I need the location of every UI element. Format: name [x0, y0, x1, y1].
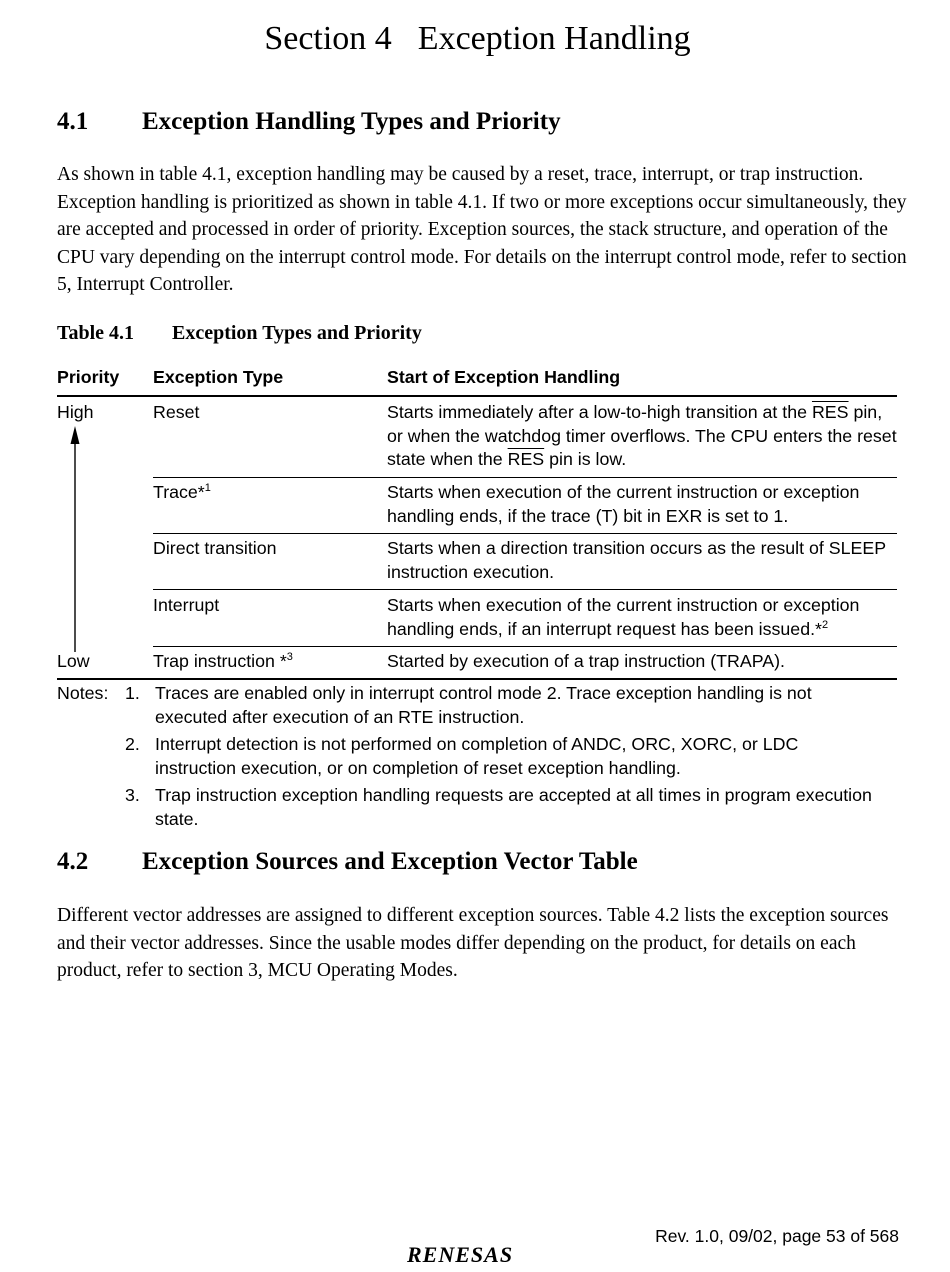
- interrupt-desc-text: Starts when execution of the current instruction or exception handling ends, if an interrupt request has been issued.: [387, 595, 860, 639]
- note-ref-2: 2: [821, 618, 829, 631]
- row-trace-description: Starts when execution of the current instruction or exception handling ends, if the trace (T) bit in EXR is set to 1.: [387, 482, 860, 526]
- trace-type-text: Trace: [153, 482, 198, 502]
- reset-desc-part-a: Starts immediately after a low-to-high transition at the: [387, 402, 812, 422]
- row-reset-type: Reset: [153, 402, 200, 422]
- note-mark: *: [279, 651, 287, 671]
- paragraph-4-2: Different vector addresses are assigned to different exception sources. Table 4.2 lists the exception sources and their vector addresses. Since the usable modes differ depending on the product, for details on each product, refer to section 3, MCU Operating Modes.: [57, 905, 889, 982]
- note-text: Trap instruction exception handling requests are accepted at all times in program execution state.: [155, 785, 872, 829]
- note-number: 3.: [125, 785, 140, 805]
- svg-text:RENESAS: RENESAS: [407, 1243, 514, 1267]
- heading-title: Exception Sources and Exception Vector Table: [142, 848, 638, 875]
- trap-type-text: Trap instruction: [153, 651, 280, 671]
- note-text: Interrupt detection is not performed on completion of ANDC, ORC, XORC, or LDC instruction execution, or on completion of reset exception handling.: [155, 734, 799, 778]
- note-item: [57, 682, 812, 727]
- row-direct-transition-type: Direct transition: [153, 538, 277, 558]
- priority-arrow-icon: [67, 426, 83, 652]
- row-divider: [153, 646, 897, 647]
- heading-number: 4.2: [57, 848, 89, 875]
- note-mark: *: [197, 482, 205, 502]
- priority-high-label: High: [57, 402, 94, 422]
- note-number: 1.: [125, 683, 140, 703]
- paragraph-4-1: As shown in table 4.1, exception handling may be caused by a reset, trace, interrupt, or trap instruction. Exception handling is prioritized as shown in table 4.1. If two or more exceptions occur simultaneously, they are accepted and processed in order of priority. Exception sources, the stack structure, and operation of the CPU vary depending on the interrupt control mode. For details on the interrupt control mode, refer to section 5, Interrupt Controller.: [57, 164, 907, 296]
- table-top-rule: [57, 395, 897, 397]
- res-signal-name: $\overline{RES}$: [811, 402, 849, 422]
- note-number: 2.: [125, 734, 140, 754]
- note-text: Traces are enabled only in interrupt control mode 2. Trace exception handling is not executed after execution of an RTE instruction.: [155, 683, 812, 727]
- priority-low-label: Low: [57, 651, 90, 671]
- heading-title: Exception Handling Types and Priority: [142, 108, 561, 135]
- res-signal-name: $\overline{RES}$: [507, 449, 545, 469]
- heading-number: 4.1: [57, 108, 89, 135]
- row-interrupt-description: [387, 594, 899, 641]
- table-caption: [57, 322, 422, 345]
- row-reset-description: [387, 401, 899, 472]
- row-trap-type: [153, 650, 293, 674]
- row-divider: [153, 533, 897, 534]
- row-direct-transition-description: Starts when a direction transition occurs as the result of SLEEP instruction execution.: [387, 538, 886, 582]
- header-priority: Priority: [57, 367, 120, 387]
- row-interrupt-type: Interrupt: [153, 595, 220, 615]
- renesas-logo-icon: [405, 1243, 545, 1267]
- renesas-logo: [405, 1243, 545, 1272]
- note-mark: *: [815, 618, 822, 639]
- row-divider: [153, 589, 897, 590]
- section-title-text: Exception Handling: [417, 20, 691, 57]
- header-start-of-handling: Start of Exception Handling: [387, 367, 621, 387]
- row-trap-description: Started by execution of a trap instruction (TRAPA).: [387, 651, 785, 671]
- note-ref-3: 3: [286, 651, 293, 663]
- reset-desc-part-c: pin is low.: [544, 449, 627, 469]
- table-caption-title: Exception Types and Priority: [172, 322, 422, 344]
- row-trace-type: [153, 481, 211, 505]
- page-footer-revision: Rev. 1.0, 09/02, page 53 of 568: [655, 1226, 899, 1246]
- section-number: Section 4: [264, 20, 392, 57]
- section-title: [0, 20, 950, 58]
- notes-label: Notes:: [57, 683, 109, 703]
- note-ref-1: 1: [204, 482, 211, 494]
- table-bottom-rule: [57, 678, 897, 680]
- heading-4-1: [57, 108, 561, 136]
- row-divider: [153, 477, 897, 478]
- table-caption-number: Table 4.1: [57, 322, 135, 344]
- heading-4-2: [57, 848, 638, 876]
- reset-desc-part-b: pin, or when the watchdog timer overflows. The CPU enters the reset state when the: [387, 402, 897, 469]
- header-exception-type: Exception Type: [153, 367, 284, 387]
